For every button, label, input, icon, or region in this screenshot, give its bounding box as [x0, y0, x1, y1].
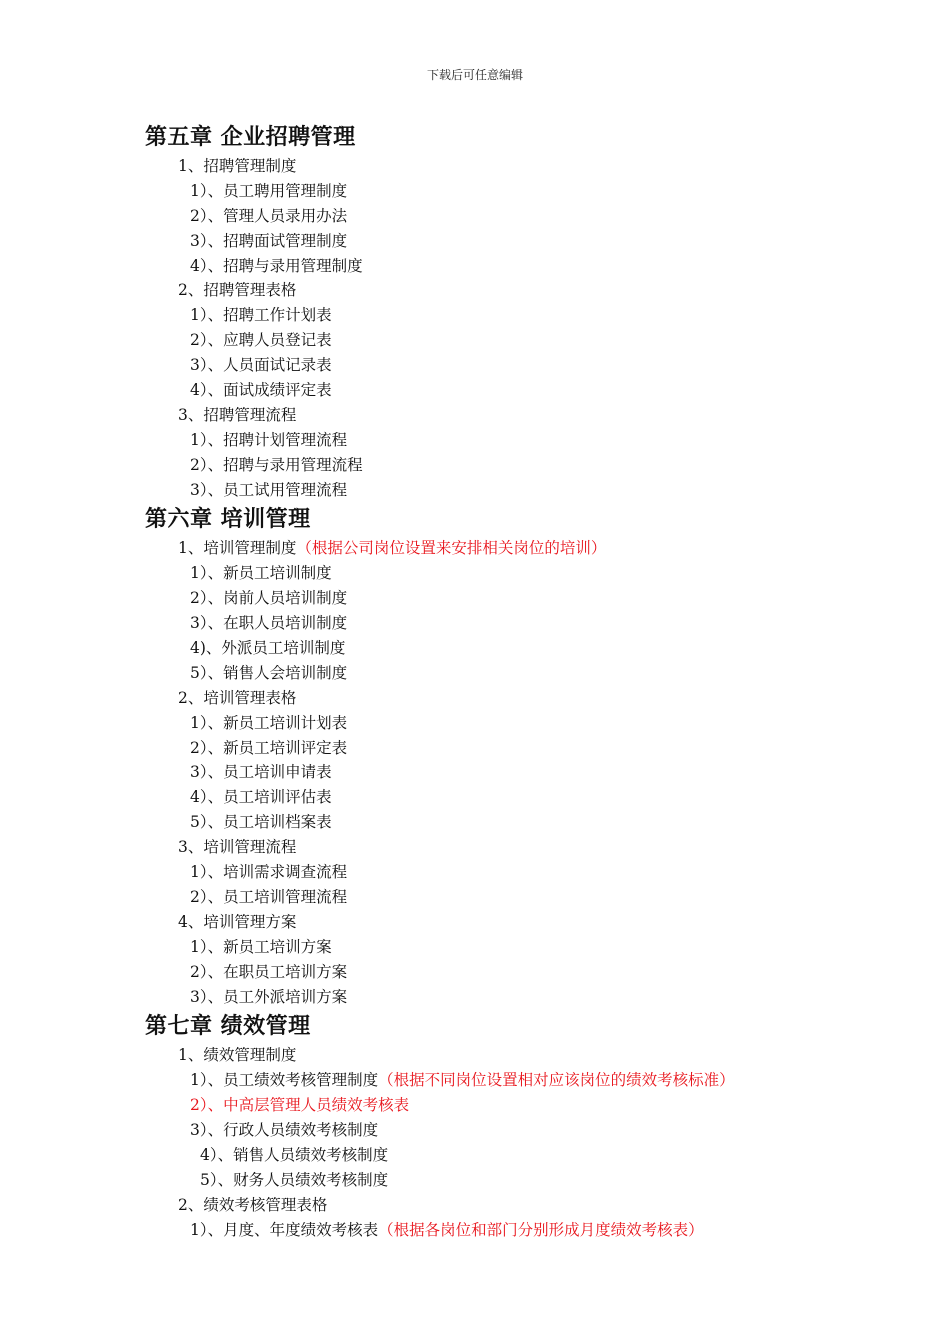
subsection-item — [0, 453, 950, 478]
section-item — [0, 278, 950, 303]
subsection-item — [0, 960, 950, 985]
subsection-item — [0, 1118, 950, 1143]
subsection-item — [0, 179, 950, 204]
page-header: 下载后可任意编辑 — [426, 68, 523, 82]
item-text: 5）、财务人员绩效考核制度 — [200, 1170, 389, 1189]
subsection-item — [0, 885, 950, 910]
subsection-item — [0, 303, 950, 328]
subsection-item — [0, 1218, 950, 1243]
item-text: 2）、管理人员录用办法 — [190, 206, 348, 225]
section-item — [0, 686, 950, 711]
item-text: 3）、员工培训申请表 — [190, 763, 332, 782]
section-item — [0, 403, 950, 428]
section-item — [0, 910, 950, 935]
item-text: 2）、新员工培训评定表 — [190, 738, 348, 757]
chapter-title: 第五章 企业招聘管理 — [145, 124, 356, 150]
chapter-title: 第七章 绩效管理 — [145, 1013, 311, 1040]
item-text: 3）、行政人员绩效考核制度 — [190, 1121, 379, 1140]
subsection-item — [0, 636, 950, 661]
item-note: （根据各岗位和部门分别形成月度绩效考核表） — [378, 1220, 704, 1239]
item-text: 1）、新员工培训计划表 — [190, 713, 348, 732]
item-text: 4、培训管理方案 — [178, 912, 297, 931]
item-text: 4）、面试成绩评定表 — [190, 381, 332, 400]
item-text: 2）、员工培训管理流程 — [190, 887, 348, 906]
item-text: 1）、招聘工作计划表 — [190, 306, 332, 325]
section-item — [0, 1193, 950, 1218]
subsection-item — [0, 785, 950, 810]
section-item — [0, 835, 950, 860]
subsection-item — [0, 561, 950, 586]
item-text: 2、招聘管理表格 — [178, 281, 297, 300]
item-text: 2、培训管理表格 — [178, 688, 297, 707]
chapter-title: 第六章 培训管理 — [145, 506, 311, 533]
subsection-item — [0, 985, 950, 1010]
item-text: 1）、招聘计划管理流程 — [190, 430, 348, 449]
item-text: 1、培训管理制度 — [178, 539, 297, 558]
subsection-item — [0, 254, 950, 279]
item-text: 1）、培训需求调查流程 — [190, 863, 348, 882]
subsection-item — [0, 428, 950, 453]
item-text: 1、招聘管理制度 — [178, 157, 297, 175]
item-text: 1）、新员工培训制度 — [190, 564, 332, 583]
item-text: 1）、月度、年度绩效考核表 — [190, 1220, 379, 1239]
subsection-item — [0, 760, 950, 785]
subsection-item — [0, 661, 950, 686]
item-text: 2、绩效考核管理表格 — [178, 1195, 328, 1214]
item-text: 3）、员工试用管理流程 — [190, 480, 348, 499]
subsection-item — [0, 810, 950, 835]
subsection-item — [0, 378, 950, 403]
item-text: 3、培训管理流程 — [178, 838, 297, 857]
document-body — [0, 120, 950, 1243]
item-text: 5）、员工培训档案表 — [190, 813, 332, 832]
item-text: 2）、中高层管理人员绩效考核表 — [190, 1096, 410, 1115]
subsection-item — [0, 1143, 950, 1168]
subsection-item — [0, 586, 950, 611]
subsection-item — [0, 611, 950, 636]
subsection-item — [0, 478, 950, 503]
item-text: 2）、在职员工培训方案 — [190, 962, 348, 981]
subsection-item — [0, 328, 950, 353]
item-text: 4)、外派员工培训制度 — [190, 639, 346, 658]
item-text: 3）、员工外派培训方案 — [190, 987, 348, 1006]
item-note: （根据公司岗位设置来安排相关岗位的培训） — [296, 539, 607, 558]
item-text: 1）、员工聘用管理制度 — [190, 181, 348, 200]
subsection-item — [0, 935, 950, 960]
item-text: 4）、销售人员绩效考核制度 — [200, 1145, 389, 1164]
item-text: 4）、员工培训评估表 — [190, 788, 332, 807]
item-text: 2）、招聘与录用管理流程 — [190, 455, 363, 474]
subsection-item — [0, 353, 950, 378]
item-text: 4）、招聘与录用管理制度 — [190, 256, 363, 275]
item-text: 5）、销售人会培训制度 — [190, 663, 348, 682]
item-text: 1）、员工绩效考核管理制度 — [190, 1071, 379, 1090]
subsection-item — [0, 860, 950, 885]
item-text: 3、招聘管理流程 — [178, 405, 297, 424]
section-item — [0, 536, 950, 561]
item-text: 3）、招聘面试管理制度 — [190, 231, 348, 250]
item-text: 2）、岗前人员培训制度 — [190, 589, 348, 608]
section-item — [0, 1043, 950, 1068]
item-text: 3）、在职人员培训制度 — [190, 614, 348, 633]
item-note: （根据不同岗位设置相对应该岗位的绩效考核标准） — [378, 1071, 735, 1090]
item-text: 1）、新员工培训方案 — [190, 937, 332, 956]
subsection-item — [0, 1093, 950, 1118]
item-text: 3）、人员面试记录表 — [190, 356, 332, 375]
section-item — [0, 154, 950, 179]
item-text: 2）、应聘人员登记表 — [190, 331, 332, 350]
subsection-item — [0, 229, 950, 254]
subsection-item — [0, 204, 950, 229]
subsection-item — [0, 1168, 950, 1193]
subsection-item — [0, 736, 950, 761]
item-text: 1、绩效管理制度 — [178, 1046, 297, 1065]
subsection-item — [0, 711, 950, 736]
subsection-item — [0, 1068, 950, 1093]
